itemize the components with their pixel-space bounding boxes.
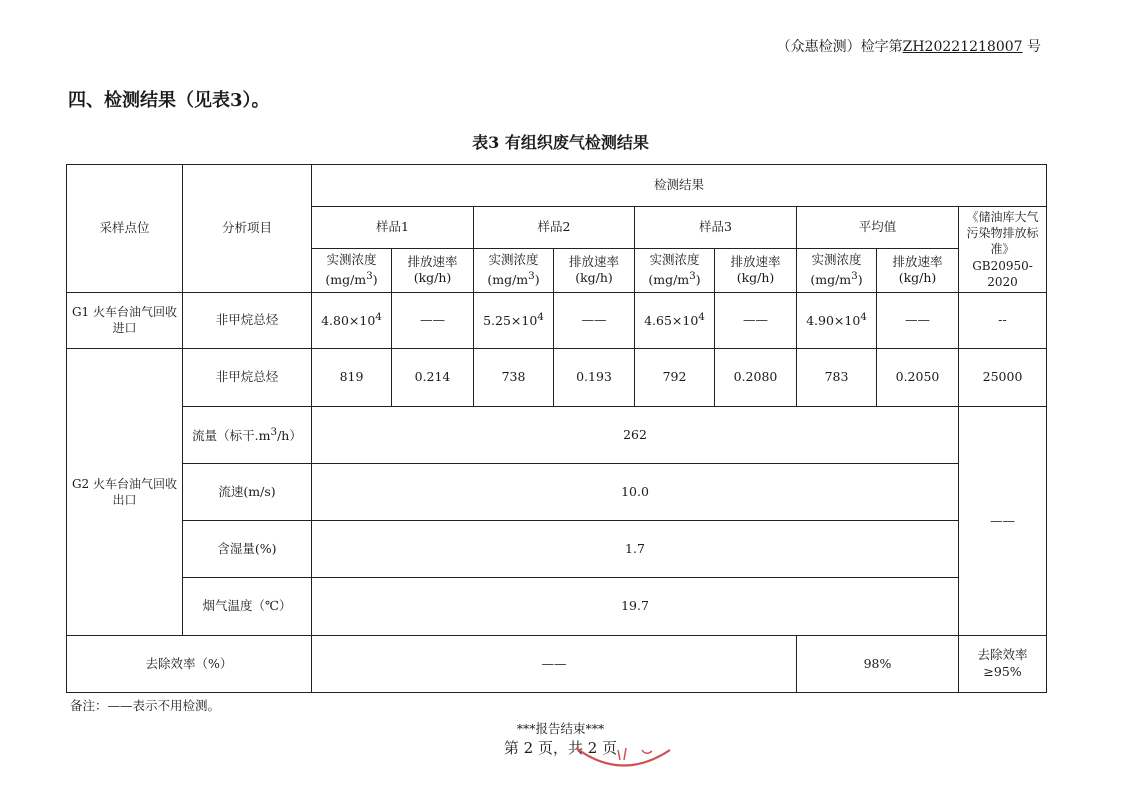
header-sampling-point: 采样点位 bbox=[67, 165, 183, 293]
g1-s2-conc: $5.25\times 10^4$ bbox=[474, 292, 554, 348]
table-title: 表3 有组织废气检测结果 bbox=[472, 133, 649, 152]
header-s1-conc bbox=[312, 248, 392, 292]
results-table bbox=[66, 164, 1047, 693]
g2-flow-value: 262 bbox=[312, 406, 959, 463]
removal-average-value: 98% bbox=[797, 635, 959, 692]
g1-item: 非甲烷总烃 bbox=[183, 292, 312, 348]
page-number: 第 2 页，共 2 页 bbox=[503, 739, 618, 757]
table-note: 备注：——表示不用检测。 bbox=[70, 698, 221, 713]
header-s1-rate: 排放速率 (kg/h) bbox=[392, 248, 474, 292]
g1-standard: -- bbox=[959, 292, 1047, 348]
removal-standard: 去除效率≥95% bbox=[959, 635, 1047, 692]
header-s3-rate: 排放速率 (kg/h) bbox=[715, 248, 797, 292]
header-standard: 《储油库大气污染物排放标准》GB20950-2020 bbox=[959, 207, 1047, 293]
g1-s1-conc: $4.80\times 10^4$ bbox=[312, 292, 392, 348]
header-avg-rate: 排放速率 (kg/h) bbox=[877, 248, 959, 292]
g2-sampling-point: G2 火车台油气回收出口 bbox=[67, 348, 183, 635]
g2-flow-label: 流量（标干$.m^3/h$） bbox=[183, 406, 312, 463]
g2-avg-conc: 783 bbox=[797, 348, 877, 406]
g2-s3-rate: 0.2080 bbox=[715, 348, 797, 406]
report-end-mark: ***报告结束*** bbox=[516, 721, 605, 736]
header-sample2: 样品2 bbox=[474, 207, 635, 249]
g1-s3-rate: —— bbox=[715, 292, 797, 348]
g2-moisture-value: 1.7 bbox=[312, 520, 959, 577]
header-s2-conc: 实测浓度 $(mg/m^3)$ bbox=[474, 248, 554, 292]
g2-temp-label: 烟气温度（℃） bbox=[183, 577, 312, 635]
g2-s2-rate: 0.193 bbox=[554, 348, 635, 406]
header-conc-label: 实测浓度 bbox=[326, 251, 377, 267]
g1-sampling-point: G1 火车台油气回收进口 bbox=[67, 292, 183, 348]
g2-nmhc-standard: 25000 bbox=[959, 348, 1047, 406]
g2-s1-rate: 0.214 bbox=[392, 348, 474, 406]
g2-temp-value: 19.7 bbox=[312, 577, 959, 635]
g2-s3-conc: 792 bbox=[635, 348, 715, 406]
g2-s1-conc: 819 bbox=[312, 348, 392, 406]
red-seal-stamp-fragment bbox=[570, 742, 680, 778]
header-average: 平均值 bbox=[797, 207, 959, 249]
header-results-group: 检测结果 bbox=[312, 165, 1047, 207]
header-conc-unit: $(mg/m^3)$ bbox=[325, 269, 378, 287]
seal-arc bbox=[576, 748, 670, 766]
g1-s2-rate: —— bbox=[554, 292, 635, 348]
report-number-prefix: （众惠检测）检字第 bbox=[776, 39, 903, 55]
g1-s3-conc: $4.65\times 10^4$ bbox=[635, 292, 715, 348]
g1-avg-conc: $4.90\times 10^4$ bbox=[797, 292, 877, 348]
g2-velocity-value: 10.0 bbox=[312, 463, 959, 520]
g2-s2-conc: 738 bbox=[474, 348, 554, 406]
g2-nmhc-item: 非甲烷总烃 bbox=[183, 348, 312, 406]
report-number-suffix: 号 bbox=[1027, 39, 1041, 55]
header-analysis-item: 分析项目 bbox=[183, 165, 312, 293]
g2-moisture-label: 含湿量(%) bbox=[183, 520, 312, 577]
seal-marks bbox=[618, 748, 652, 760]
header-s3-conc: 实测浓度 $(mg/m^3)$ bbox=[635, 248, 715, 292]
report-number-code: ZH20221218007 bbox=[902, 39, 1023, 55]
removal-samples-value: —— bbox=[312, 635, 797, 692]
g2-velocity-label: 流速(m/s) bbox=[183, 463, 312, 520]
header-avg-conc: 实测浓度 $(mg/m^3)$ bbox=[797, 248, 877, 292]
g2-avg-rate: 0.2050 bbox=[877, 348, 959, 406]
section-heading: 四、检测结果（见表3）。 bbox=[68, 90, 270, 111]
header-sample1: 样品1 bbox=[312, 207, 474, 249]
header-s2-rate: 排放速率 (kg/h) bbox=[554, 248, 635, 292]
report-number bbox=[777, 36, 1041, 56]
removal-label: 去除效率（%） bbox=[67, 635, 312, 692]
g1-s1-rate: —— bbox=[392, 292, 474, 348]
g2-other-standard: —— bbox=[959, 406, 1047, 635]
g1-avg-rate: —— bbox=[877, 292, 959, 348]
header-sample3: 样品3 bbox=[635, 207, 797, 249]
